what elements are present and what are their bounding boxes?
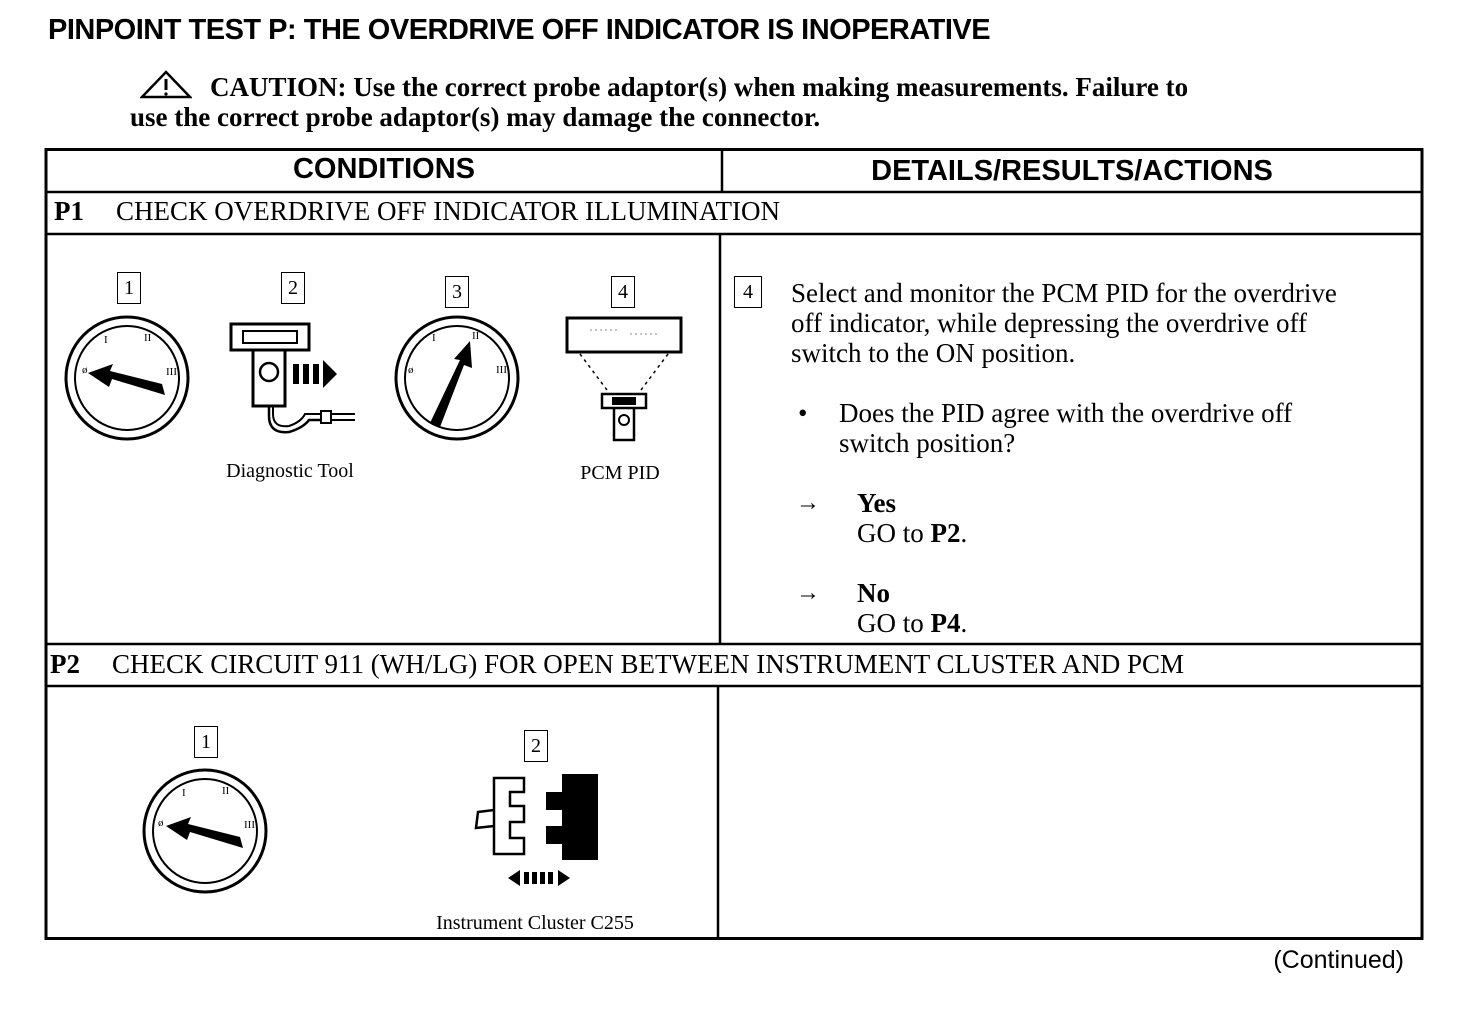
no-action: GO to [857,608,931,638]
column-header-details: DETAILS/RESULTS/ACTIONS [871,155,1273,187]
question-line: switch position? [839,428,1016,458]
pcm-pid-display-icon [560,316,690,446]
yes-period: . [960,518,968,548]
figure-number: 3 [445,276,469,308]
detail-instruction [791,278,1411,368]
svg-text:I: I [182,787,186,799]
svg-text:ø: ø [158,817,164,829]
no-target: P4 [930,608,961,638]
step-heading-p1 [54,196,780,227]
question-line: Does the PID agree with the overdrive off [839,398,1293,428]
warning-triangle-icon [140,70,192,100]
instruction-line: Select and monitor the PCM PID for the overdrive [791,278,1337,308]
detail-step-number: 4 [734,276,762,308]
bullet-icon: • [798,398,808,428]
continued-note: (Continued) [1273,946,1404,974]
result-yes [857,488,967,548]
caution-line-1: CAUTION: Use the correct probe adaptor(s) when making measurements. Failure to [210,72,1189,102]
no-label: No [857,578,890,608]
yes-target: P2 [930,518,961,548]
connector-disconnect-icon [470,770,610,900]
arrow-right-icon: → [796,580,820,606]
svg-text:ø: ø [82,364,88,376]
figure-number: 2 [281,272,305,304]
detail-question [839,398,1399,458]
instruction-line: switch to the ON position. [791,338,1076,368]
step-heading-p2 [50,649,1184,680]
svg-text:II: II [472,330,480,342]
step-title: CHECK OVERDRIVE OFF INDICATOR ILLUMINATION [116,196,780,226]
pinpoint-test-table [40,148,1424,940]
figure-number: 1 [194,726,218,758]
column-header-conditions: CONDITIONS [292,153,476,185]
ignition-switch-off-icon [140,766,270,896]
figure-caption: PCM PID [580,462,660,484]
yes-label: Yes [857,488,896,518]
ignition-switch-off-icon [62,313,192,443]
step-id: P2 [50,649,80,679]
no-period: . [960,608,968,638]
svg-text:II: II [222,785,230,797]
figure-number: 1 [117,272,141,304]
page-title: PINPOINT TEST P: THE OVERDRIVE OFF INDICATOR IS INOPERATIVE [48,14,991,46]
caution-note [130,72,1330,132]
figure-number: 2 [524,730,548,762]
caution-line-2: use the correct probe adaptor(s) may damage the connector. [130,102,821,132]
ignition-switch-run-icon [392,313,522,443]
figure-caption: Instrument Cluster C255 [436,912,634,934]
instruction-line: off indicator, while depressing the overdrive off [791,308,1308,338]
yes-action: GO to [857,518,931,548]
diagnostic-tool-connect-icon [225,316,365,446]
svg-text:III: III [496,364,507,376]
figure-caption: Diagnostic Tool [226,460,354,482]
step-id: P1 [54,196,84,226]
step-title: CHECK CIRCUIT 911 (WH/LG) FOR OPEN BETWEEN INSTRUMENT CLUSTER AND PCM [112,649,1185,679]
result-no [857,578,967,638]
svg-text:III: III [166,366,177,378]
svg-text:III: III [244,819,255,831]
arrow-right-icon: → [796,490,820,516]
svg-text:II: II [144,332,152,344]
figure-number: 4 [611,276,635,308]
svg-text:I: I [104,334,108,346]
svg-text:ø: ø [408,364,414,376]
svg-text:I: I [432,332,436,344]
